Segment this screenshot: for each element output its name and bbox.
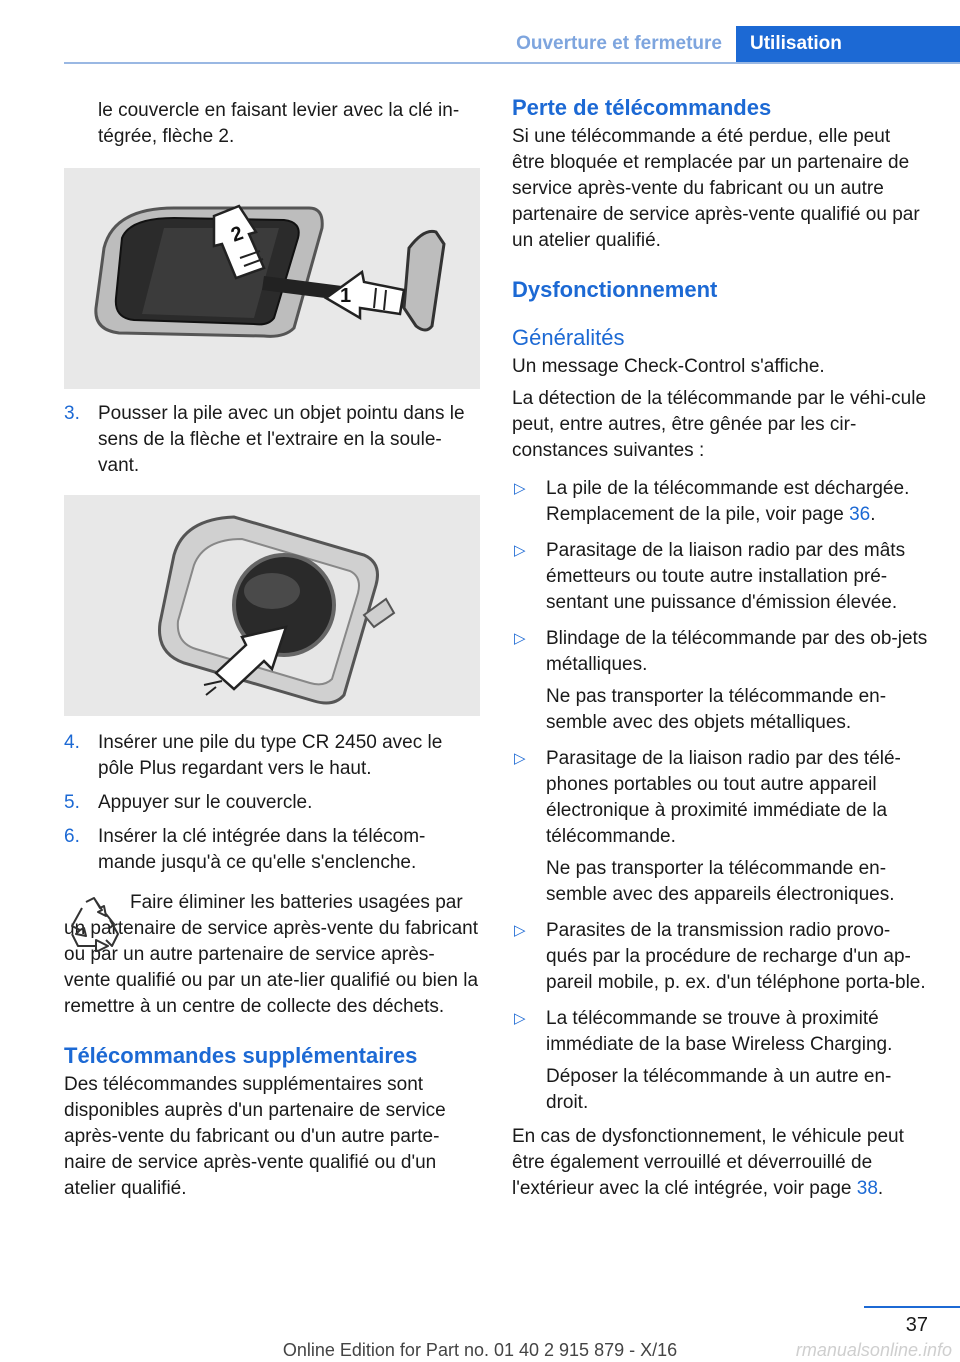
cause-item: [512, 626, 928, 736]
cause-text: Parasitage de la liaison radio par des mâts émetteurs ou toute autre installation pré-sentant une puissance d'émission élevée.: [546, 540, 906, 613]
arrow-2-label: 2: [228, 222, 247, 247]
page-header: [0, 26, 960, 62]
left-column: [64, 98, 480, 1202]
step-5: [64, 790, 480, 816]
battery-removal-image: [64, 495, 480, 716]
triangle-bullet-icon: ▷: [514, 542, 526, 559]
step-number: 4.: [64, 732, 80, 753]
recycling-note: [64, 890, 480, 1020]
recycling-text: Faire éliminer les batteries usagées par un partenaire de service après-vente du fabricant ou par un autre partenaire de service après-vente qualifié ou par un ate-lier qualifié ou bien la remettre à un centre de collecte des déchets.: [64, 892, 479, 1017]
cause-item: [512, 1006, 928, 1116]
step-text: Insérer la clé intégrée dans la télécom-mande jusqu'à ce qu'elle s'enclenche.: [98, 826, 426, 873]
step-6: [64, 824, 480, 876]
step-4: [64, 730, 480, 782]
cause-text: La télécommande se trouve à proximité immédiate de la base Wireless Charging.: [546, 1008, 893, 1055]
page-link[interactable]: 36: [849, 504, 871, 525]
cause-item: [512, 476, 928, 528]
cause-item: [512, 746, 928, 908]
cause-item: [512, 918, 928, 996]
punctuation: .: [877, 1178, 884, 1199]
step-text: Appuyer sur le couvercle.: [98, 792, 313, 813]
cause-text: Blindage de la télécommande par des ob-jets métalliques.: [546, 628, 928, 675]
arrow-1-label: 1: [340, 285, 352, 307]
step-number: 5.: [64, 792, 80, 813]
page-number: 37: [905, 1314, 928, 1336]
cause-text: Parasitage de la liaison radio par des télé-phones portables ou tout autre appareil électronique à proximité immédiate de la télécommande.: [546, 748, 901, 847]
triangle-bullet-icon: ▷: [514, 480, 526, 497]
general-heading: Généralités: [512, 325, 625, 350]
triangle-bullet-icon: ▷: [514, 922, 526, 939]
loss-text: Si une télécommande a été perdue, elle peut être bloquée et remplacée par un partenaire de service après-vente du fabricant ou un autre partenaire de service après-vente qualifié ou par un atelier qualifié.: [512, 126, 920, 251]
intro-text: le couvercle en faisant levier avec la clé in- tégrée, flèche 2.: [98, 100, 460, 147]
header-chapter-title: Utilisation: [736, 26, 960, 62]
step-number: 3.: [64, 403, 80, 424]
punctuation: .: [870, 504, 876, 525]
edition-footer: Online Edition for Part no. 01 40 2 915 879 - X/16: [282, 1340, 678, 1360]
malfunction-heading: Dysfonctionnement: [512, 277, 718, 302]
right-column: [512, 95, 928, 1202]
extra-remotes-text: Des télécommandes supplémentaires sont disponibles auprès d'un partenaire de service après-vente du fabricant ou d'un autre parte-naire de service après-vente qualifié ou d'un atelier qualifié.: [64, 1074, 446, 1199]
cause-advice: Ne pas transporter la télécommande en-semble avec des objets métalliques.: [546, 686, 887, 733]
final-text: [512, 1124, 928, 1202]
key-fob-open-image: [64, 168, 480, 389]
cause-text: La pile de la télécommande est déchargée. Remplacement de la pile, voir page: [546, 478, 910, 525]
triangle-bullet-icon: ▷: [514, 630, 526, 647]
step-number: 6.: [64, 826, 80, 847]
recycle-icon: [64, 894, 124, 952]
extra-remotes-heading: Télécommandes supplémentaires: [64, 1043, 418, 1068]
header-section-title: Ouverture et fermeture: [516, 33, 722, 54]
cause-advice: Ne pas transporter la télécommande en-semble avec des appareils électroniques.: [546, 858, 895, 905]
watermark: rmanualsonline.info: [795, 1340, 952, 1360]
cause-text: Parasites de la transmission radio provo-qués par la procédure de recharge d'un ap-pareil mobile, p. ex. d'un téléphone porta-ble.: [546, 920, 926, 993]
cause-advice: Déposer la télécommande à un autre en-droit.: [546, 1066, 892, 1113]
steps-list: [64, 730, 480, 876]
page-link[interactable]: 38: [856, 1178, 878, 1199]
general-p2: La détection de la télécommande par le véhi-cule peut, entre autres, être gênée par les cir-constances suivantes :: [512, 388, 927, 461]
step-text: Pousser la pile avec un objet pointu dans le sens de la flèche et l'extraire en la soule-vant.: [98, 403, 465, 476]
loss-heading: Perte de télécommandes: [512, 95, 772, 120]
final-text-body: En cas de dysfonctionnement, le véhicule peut être également verrouillé et déverrouillé de l'extérieur avec la clé intégrée, voir page: [512, 1126, 904, 1199]
cause-item: [512, 538, 928, 616]
triangle-bullet-icon: ▷: [514, 1010, 526, 1027]
step-text: Insérer une pile du type CR 2450 avec le pôle Plus regardant vers le haut.: [98, 732, 443, 779]
key-opening-illustration: [64, 168, 480, 389]
header-rule: [64, 62, 960, 64]
causes-list: [512, 476, 928, 1116]
triangle-bullet-icon: ▷: [514, 750, 526, 767]
footer-rule: [864, 1306, 960, 1308]
battery-removal-illustration: [64, 495, 480, 716]
general-p1: Un message Check-Control s'affiche.: [512, 356, 825, 377]
step-3: [64, 401, 480, 479]
